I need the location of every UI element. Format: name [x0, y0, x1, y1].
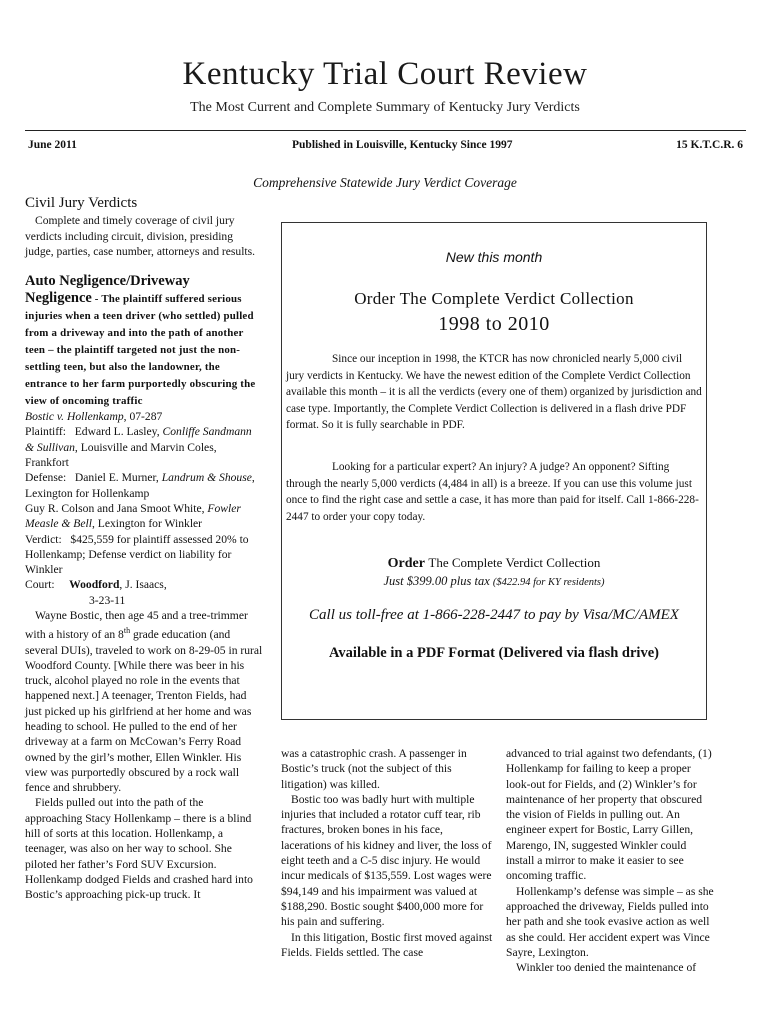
plaintiff-counsel: Plaintiff: Edward L. Lasley, Conliffe Sandmann & Sullivan, Louisville and Marvin Coles, Frankfort: [25, 425, 252, 470]
pdf-availability: Available in a PDF Format (Delivered via flash drive): [329, 645, 659, 661]
right-column: [506, 746, 716, 975]
newsletter-subtitle: The Most Current and Complete Summary of Kentucky Jury Verdicts: [190, 100, 580, 115]
case-title-line1: Auto Negligence/Driveway: [25, 273, 190, 290]
defense-counsel: Defense: Daniel E. Murner, Landrum & Shouse, Lexington for Hollenkamp: [25, 471, 255, 500]
case-summary: - The plaintiff suffered serious injuries when a teen driver (who settled) pulled from a driveway and into the path of another teen – the plaintiff targeted not just the non-settling teen, but also the landowner, the entrance to her farm purportedly obscuring the view of oncoming traffic: [25, 293, 256, 408]
court-date: 3-23-11: [89, 593, 126, 607]
story-paragraph-4: Bostic too was badly hurt with multiple injuries that included a rotator cuff tear, rib fractures, broken bones in his face, lacerations of his kidney and liver, the loss of eight teeth and a C-5 disc injury. He would incur medicals of $135,559. Lost wages were $94,149 and his impairment was valued at $188,290. Bostic sought $400,000 more for his pain and suffering.: [281, 792, 492, 929]
citation: 15 K.T.C.R. 6: [676, 139, 743, 151]
story-paragraph-7: Hollenkamp’s defense was simple – as she approached the driveway, Fields pulled into her path and she took evasive action as well as she could. Her accident expert was Vince Sayre, Lexington.: [506, 884, 714, 959]
story-paragraph-8: Winkler too denied the maintenance of: [516, 961, 697, 975]
verdict-result: Verdict: $425,559 for plaintiff assessed 20% to Hollenkamp; Defense verdict on liability for Winkler: [25, 532, 249, 577]
masthead-rule: [25, 130, 746, 131]
tagline: Comprehensive Statewide Jury Verdict Coverage: [253, 175, 517, 190]
story-paragraph-1: Wayne Bostic, then age 45 and a tree-trimmer with a history of an 8th grade education (and several DUIs), traveled to work on 8-29-05 in rural Woodford County. [While there was beer in his truck, alcohol played no role in the events that happened next.] A teenager, Trenton Fields, had just picked up his girlfriend at her home and was heading to school. He pulled to the end of her driveway at a farm on McCowan’s Ferry Road owned by the girl’s mother, Ellen Winkler. His view was purportedly obscured by a rock wall fence and shrubbery.: [25, 609, 263, 795]
order-line: Order The Complete Verdict Collection: [387, 555, 601, 571]
left-column: [25, 196, 263, 903]
section-intro: Complete and timely coverage of civil jury verdicts including circuit, division, presiding judge, parties, case number, attorneys and results.: [25, 214, 256, 258]
promo-heading: Order The Complete Verdict Collection: [354, 289, 634, 308]
case-caption: Bostic v. Hollenkamp, 07-287: [25, 410, 163, 424]
newsletter-title: Kentucky Trial Court Review: [182, 56, 588, 92]
story-paragraph-3: was a catastrophic crash. A passenger in Bostic’s truck (not the subject of this litigation) was killed.: [281, 747, 467, 791]
price-line: Just $399.00 plus tax ($422.94 for KY residents): [383, 574, 605, 588]
defense-counsel-2: Guy R. Colson and Jana Smoot White, Fowler Measle & Bell, Lexington for Winkler: [25, 501, 241, 531]
case-title-line2: Negligence: [25, 290, 92, 307]
middle-column: [281, 746, 493, 960]
story-paragraph-5: In this litigation, Bostic first moved against Fields. Fields settled. The case: [281, 930, 493, 959]
story-paragraph-6: advanced to trial against two defendants, (1) Hollenkamp for failing to keep a proper look-out for Fields, and (2) Winkler’s for maintenance of her property that obscured the vision of Fields in pulling out. An engineer expert for Bostic, Larry Gillen, Marengo, IN, suggested Winkler could install a mirror to make it easier to see oncoming traffic.: [506, 747, 712, 883]
call-to-order: Call us toll-free at 1-866-228-2447 to pay by Visa/MC/AMEX: [309, 607, 679, 623]
publication-info: Published in Louisville, Kentucky Since 1997: [292, 139, 513, 151]
promo-paragraph-1: Since our inception in 1998, the KTCR has now chronicled nearly 5,000 civil jury verdicts in Kentucky. We have the newest edition of the Complete Verdict Collection available this month – it is all the verdicts (every one of them) organized by jurisdiction and case type. Importantly, the Complete Verdict Collection is delivered in a flash drive PDF format. So it is fully searchable in PDF.: [286, 353, 702, 431]
promo-box: [281, 222, 707, 720]
promo-years: 1998 to 2010: [438, 313, 550, 335]
case-title: [25, 273, 263, 409]
issue-date: June 2011: [28, 139, 77, 151]
story-paragraph-2: Fields pulled out into the path of the approaching Stacy Hollenkamp – there is a blind hill of sorts at this location. Hollenkamp, a teenager, was also on her way to school. She piloted her father’s Ford SUV Excursion. Hollenkamp dodged Fields and crashed hard into Bostic’s approaching pick-up truck. It: [25, 796, 253, 902]
court-info: Court: Woodford, J. Isaacs,: [25, 578, 167, 592]
section-heading: Civil Jury Verdicts: [25, 195, 138, 211]
new-this-month: New this month: [445, 249, 543, 265]
promo-paragraph-2: Looking for a particular expert? An injury? A judge? An opponent? Sifting through the nearly 5,000 verdicts (4,484 in all) is a breeze. If you can use this volume just once to find the right case and settle a case, it has more than paid for itself. Call 1-866-228-2447 to order your copy today.: [286, 461, 699, 523]
